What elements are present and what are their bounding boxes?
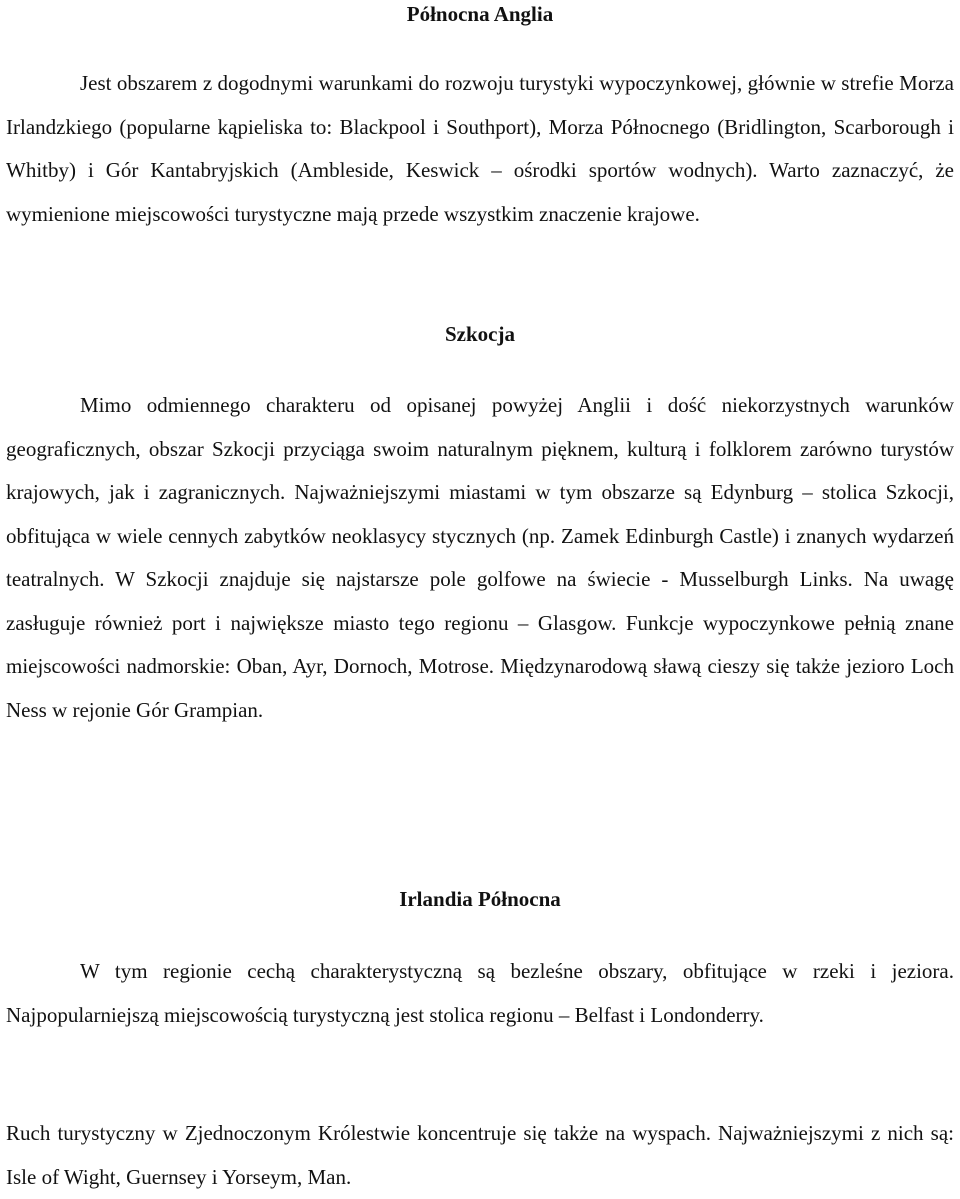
section-heading-szkocja: Szkocja (445, 322, 515, 346)
section-paragraph-irlandia-polnocna: W tym regionie cechą charakterystyczną są bezleśne obszary, obfitujące w rzeki i jeziora. Najpopularniejszą miejscowością turystyczną jest stolica regionu – Belfast i Londonderry. (6, 959, 954, 1027)
section-paragraph-polnocna-anglia: Jest obszarem z dogodnymi warunkami do rozwoju turystyki wypoczynkowej, głównie w strefie Morza Irlandzkiego (popularne kąpieliska to: Blackpool i Southport), Morza Północnego (Bridlington, Scarborough i Whitby) i Gór Kantabryjskich (Ambleside, Keswick – ośrodki sportów wodnych). Warto zaznaczyć, że wymienione miejscowości turystyczne mają przede wszystkim znaczenie krajowe. (6, 71, 954, 226)
section-paragraph-szkocja: Mimo odmiennego charakteru od opisanej powyżej Anglii i dość niekorzystnych warunków geograficznych, obszar Szkocji przyciąga swoim naturalnym pięknem, kulturą i folklorem zarówno turystów krajowych, jak i zagranicznych. Najważniejszymi miastami w tym obszarze są Edynburg – stolica Szkocji, obfitująca w wiele cennych zabytków neoklasycy stycznych (np. Zamek Edinburgh Castle) i znanych wydarzeń teatralnych. W Szkocji znajduje się najstarsze pole golfowe na świecie - Musselburgh Links. Na uwagę zasługuje również port i największe miasto tego regionu – Glasgow. Funkcje wypoczynkowe pełnią znane miejscowości nadmorskie: Oban, Ayr, Dornoch, Motrose. Międzynarodową sławą cieszy się także jezioro Loch Ness w rejonie Gór Grampian. (6, 393, 954, 722)
section-heading-polnocna-anglia: Północna Anglia (406, 2, 554, 26)
paragraph-ruch-turystyczny: Ruch turystyczny w Zjednoczonym Królestwie koncentruje się także na wyspach. Najważniejszymi z nich są: Isle of Wight, Guernsey i Yorseym, Man. (6, 1121, 954, 1189)
section-heading-irlandia-polnocna: Irlandia Północna (399, 887, 561, 911)
